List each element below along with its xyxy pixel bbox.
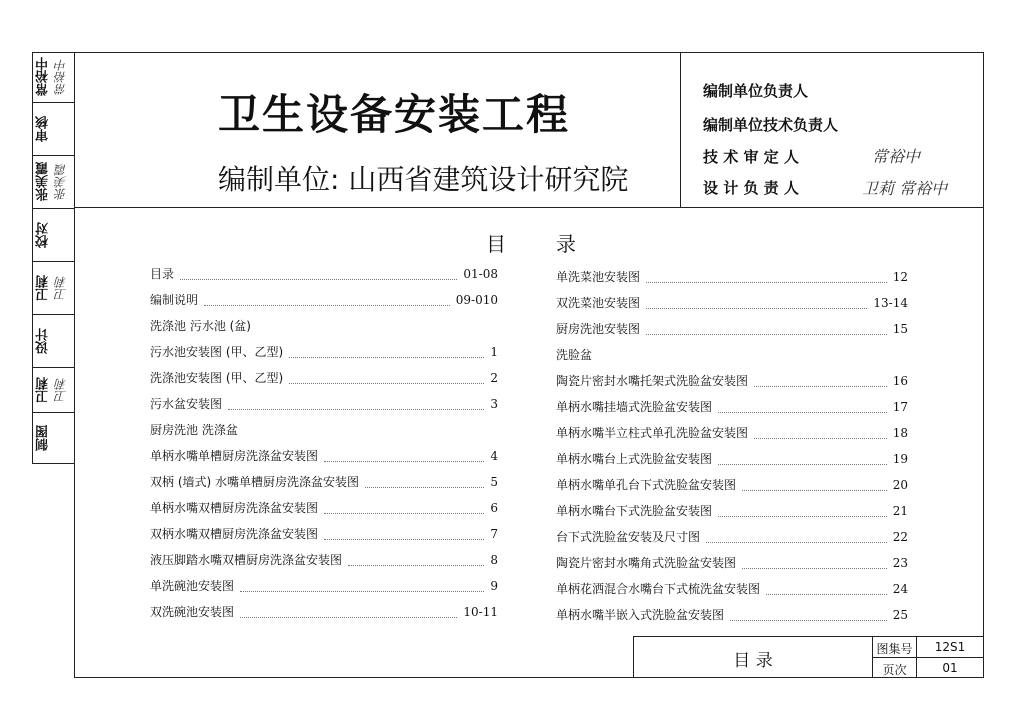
title-block-top [633,636,984,637]
frame-right [983,52,984,678]
toc-entry-page: 13-14 [873,296,908,310]
side-cell [32,103,74,155]
toc-entry-page: 2 [490,371,498,385]
side-label: 卫莉 [36,377,51,403]
toc-entry [150,394,498,414]
toc-entry-label: 单柄水嘴台上式洗脸盆安装图 [556,452,713,466]
toc-entry-page: 9 [490,579,498,593]
toc-entry-label: 双柄 (墙式) 水嘴单槽厨房洗涤盆安装图 [150,475,359,489]
toc-entry-label: 双柄水嘴双槽厨房洗涤盆安装图 [150,527,319,541]
toc-entry-page: 10-11 [463,605,498,619]
toc-entry-page: 15 [892,322,908,336]
toc-entry [150,602,498,622]
side-cell [32,156,74,208]
toc-entry-label: 陶瓷片密封水嘴托架式洗脸盆安装图 [556,374,749,388]
toc-entry [556,501,908,521]
toc-leader-dots [240,581,484,592]
toc-leader-dots [646,324,887,335]
toc-entry [556,267,908,287]
atlas-number: 12S1 [934,640,966,654]
toc-entry [150,498,498,518]
toc-entry-label: 洗脸盆 [556,348,593,362]
toc-entry [556,605,908,625]
atlas-label: 图集号 [876,642,913,656]
page-number: 01 [942,661,958,675]
toc-entry [150,420,498,440]
side-label: 制图 [36,425,51,451]
toc-entry-page: 25 [892,608,908,622]
side-signature: 卫莉 [54,378,68,402]
toc-entry-label: 单柄水嘴台下式洗脸盆安装图 [556,504,713,518]
toc-entry-page: 12 [892,270,908,284]
toc-entry [556,423,908,443]
side-cell [32,262,74,314]
toc-entry [556,527,908,547]
toc-entry-page: 09-010 [455,293,498,307]
toc-leader-dots [742,480,887,491]
toc-entry [556,553,908,573]
side-cell [32,368,74,412]
toc-leader-dots [730,610,887,621]
toc-leader-dots [646,298,867,309]
toc-entry [556,397,908,417]
side-label: 常裕中 [36,57,51,97]
toc-entry-label: 单洗碗池安装图 [150,579,235,593]
toc-leader-dots [754,376,887,387]
side-label: 设计 [36,328,51,354]
side-signature: 常裕中 [54,59,68,95]
toc-entry-label: 台下式洗脸盆安装及尺寸图 [556,530,701,544]
toc-leader-dots [289,347,484,358]
side-label: 审核 [36,116,51,142]
toc-entry-page: 16 [892,374,908,388]
frame-left [74,52,75,678]
toc-entry-label: 双洗碗池安装图 [150,605,235,619]
toc-entry-label: 单柄水嘴半嵌入式洗脸盆安装图 [556,608,725,622]
toc-entry-page: 01-08 [463,267,498,281]
toc-leader-dots [646,272,887,283]
responsibility-signature: 常裕中 [872,147,921,166]
page-label: 页次 [882,663,907,677]
toc-entry-label: 污水盆安装图 [150,397,223,411]
document-title: 卫生设备安装工程 [218,90,571,139]
toc-entry-label: 单柄花洒混合水嘴台下式梳洗盆安装图 [556,582,761,596]
toc-entry-label: 洗涤池 污水池 (盆) [150,319,251,333]
toc-leader-dots [348,555,484,566]
toc-leader-dots [718,454,887,465]
toc-entry [150,290,498,310]
header-divider [74,207,984,208]
toc-entry-page: 3 [490,397,498,411]
toc-leader-dots [324,529,484,540]
toc-leader-dots [365,477,484,488]
responsibility-label: 设 计 负 责 人 [703,179,799,197]
responsibility-label: 编制单位负责人 [703,82,809,100]
toc-leader-dots [204,295,450,306]
toc-entry-label: 陶瓷片密封水嘴角式洗脸盆安装图 [556,556,737,570]
toc-leader-dots [240,607,457,618]
toc-entry-page: 6 [490,501,498,515]
toc-entry [556,319,908,339]
toc-entry [150,446,498,466]
toc-entry-label: 单柄水嘴双槽厨房洗涤盆安装图 [150,501,319,515]
toc-entry-label: 编制说明 [150,293,199,307]
toc-leader-dots [718,506,887,517]
toc-entry [556,345,908,365]
toc-entry [150,576,498,596]
toc-entry-label: 厨房洗池 洗涤盆 [150,423,238,437]
toc-entry [150,550,498,570]
toc-entry [150,472,498,492]
toc-heading-left: 目 [486,232,506,256]
toc-heading-right: 录 [556,232,576,256]
toc-entry-label: 厨房洗池安装图 [556,322,641,336]
toc-entry-page: 18 [892,426,908,440]
toc-entry [150,264,498,284]
side-cell [32,52,74,102]
toc-entry-page: 22 [892,530,908,544]
toc-entry [150,368,498,388]
toc-entry-label: 污水池安装图 (甲、乙型) [150,345,284,359]
toc-leader-dots [289,373,484,384]
responsibility-signature: 卫莉 常裕中 [862,179,948,198]
toc-entry [556,475,908,495]
toc-entry-label: 洗涤池安装图 (甲、乙型) [150,371,284,385]
toc-entry [150,524,498,544]
toc-entry [556,579,908,599]
toc-leader-dots [754,428,887,439]
side-frame-bottom [32,463,75,464]
side-cell [32,315,74,367]
toc-entry-label: 单洗菜池安装图 [556,270,641,284]
side-label: 校对 [36,222,51,248]
frame-top [32,52,984,53]
toc-entry-label: 单柄水嘴挂墙式洗脸盆安装图 [556,400,713,414]
toc-leader-dots [706,532,887,543]
toc-entry-page: 21 [892,504,908,518]
side-cell [32,413,74,463]
toc-entry-page: 20 [892,478,908,492]
toc-leader-dots [324,451,484,462]
toc-entry-page: 19 [892,452,908,466]
responsibility-label: 编制单位技术负责人 [703,116,839,134]
toc-leader-dots [718,402,887,413]
toc-entry [556,371,908,391]
toc-entry [556,293,908,313]
side-signature: 卫莉 [54,276,68,300]
toc-entry-label: 目录 [150,267,175,281]
toc-entry-label: 单柄水嘴半立柱式单孔洗脸盆安装图 [556,426,749,440]
side-label: 卫莉 [36,275,51,301]
title-block-name: 目 录 [733,651,773,671]
toc-entry-page: 4 [490,449,498,463]
toc-entry-label: 单柄水嘴单槽厨房洗涤盆安装图 [150,449,319,463]
toc-leader-dots [180,269,457,280]
side-cell [32,209,74,261]
organization: 编制单位: 山西省建筑设计研究院 [218,163,629,196]
toc-entry [150,316,498,336]
toc-entry-label: 液压脚踏水嘴双槽厨房洗涤盆安装图 [150,553,343,567]
side-label: 张美霞 [36,162,51,202]
toc-entry-page: 1 [490,345,498,359]
toc-entry-page: 23 [892,556,908,570]
toc-leader-dots [324,503,484,514]
toc-entry-label: 双洗菜池安装图 [556,296,641,310]
toc-entry-page: 5 [490,475,498,489]
toc-leader-dots [228,399,484,410]
toc-entry-page: 8 [490,553,498,567]
header-vertical-divider [680,52,681,208]
toc-entry-page: 17 [892,400,908,414]
toc-entry-page: 24 [892,582,908,596]
toc-entry [556,449,908,469]
responsibility-label: 技 术 审 定 人 [703,148,799,166]
side-signature: 张美霞 [54,164,68,200]
toc-entry-label: 单柄水嘴单孔台下式洗脸盆安装图 [556,478,737,492]
toc-leader-dots [742,558,887,569]
frame-bottom [74,677,984,678]
toc-entry [150,342,498,362]
toc-entry-page: 7 [490,527,498,541]
toc-leader-dots [766,584,887,595]
